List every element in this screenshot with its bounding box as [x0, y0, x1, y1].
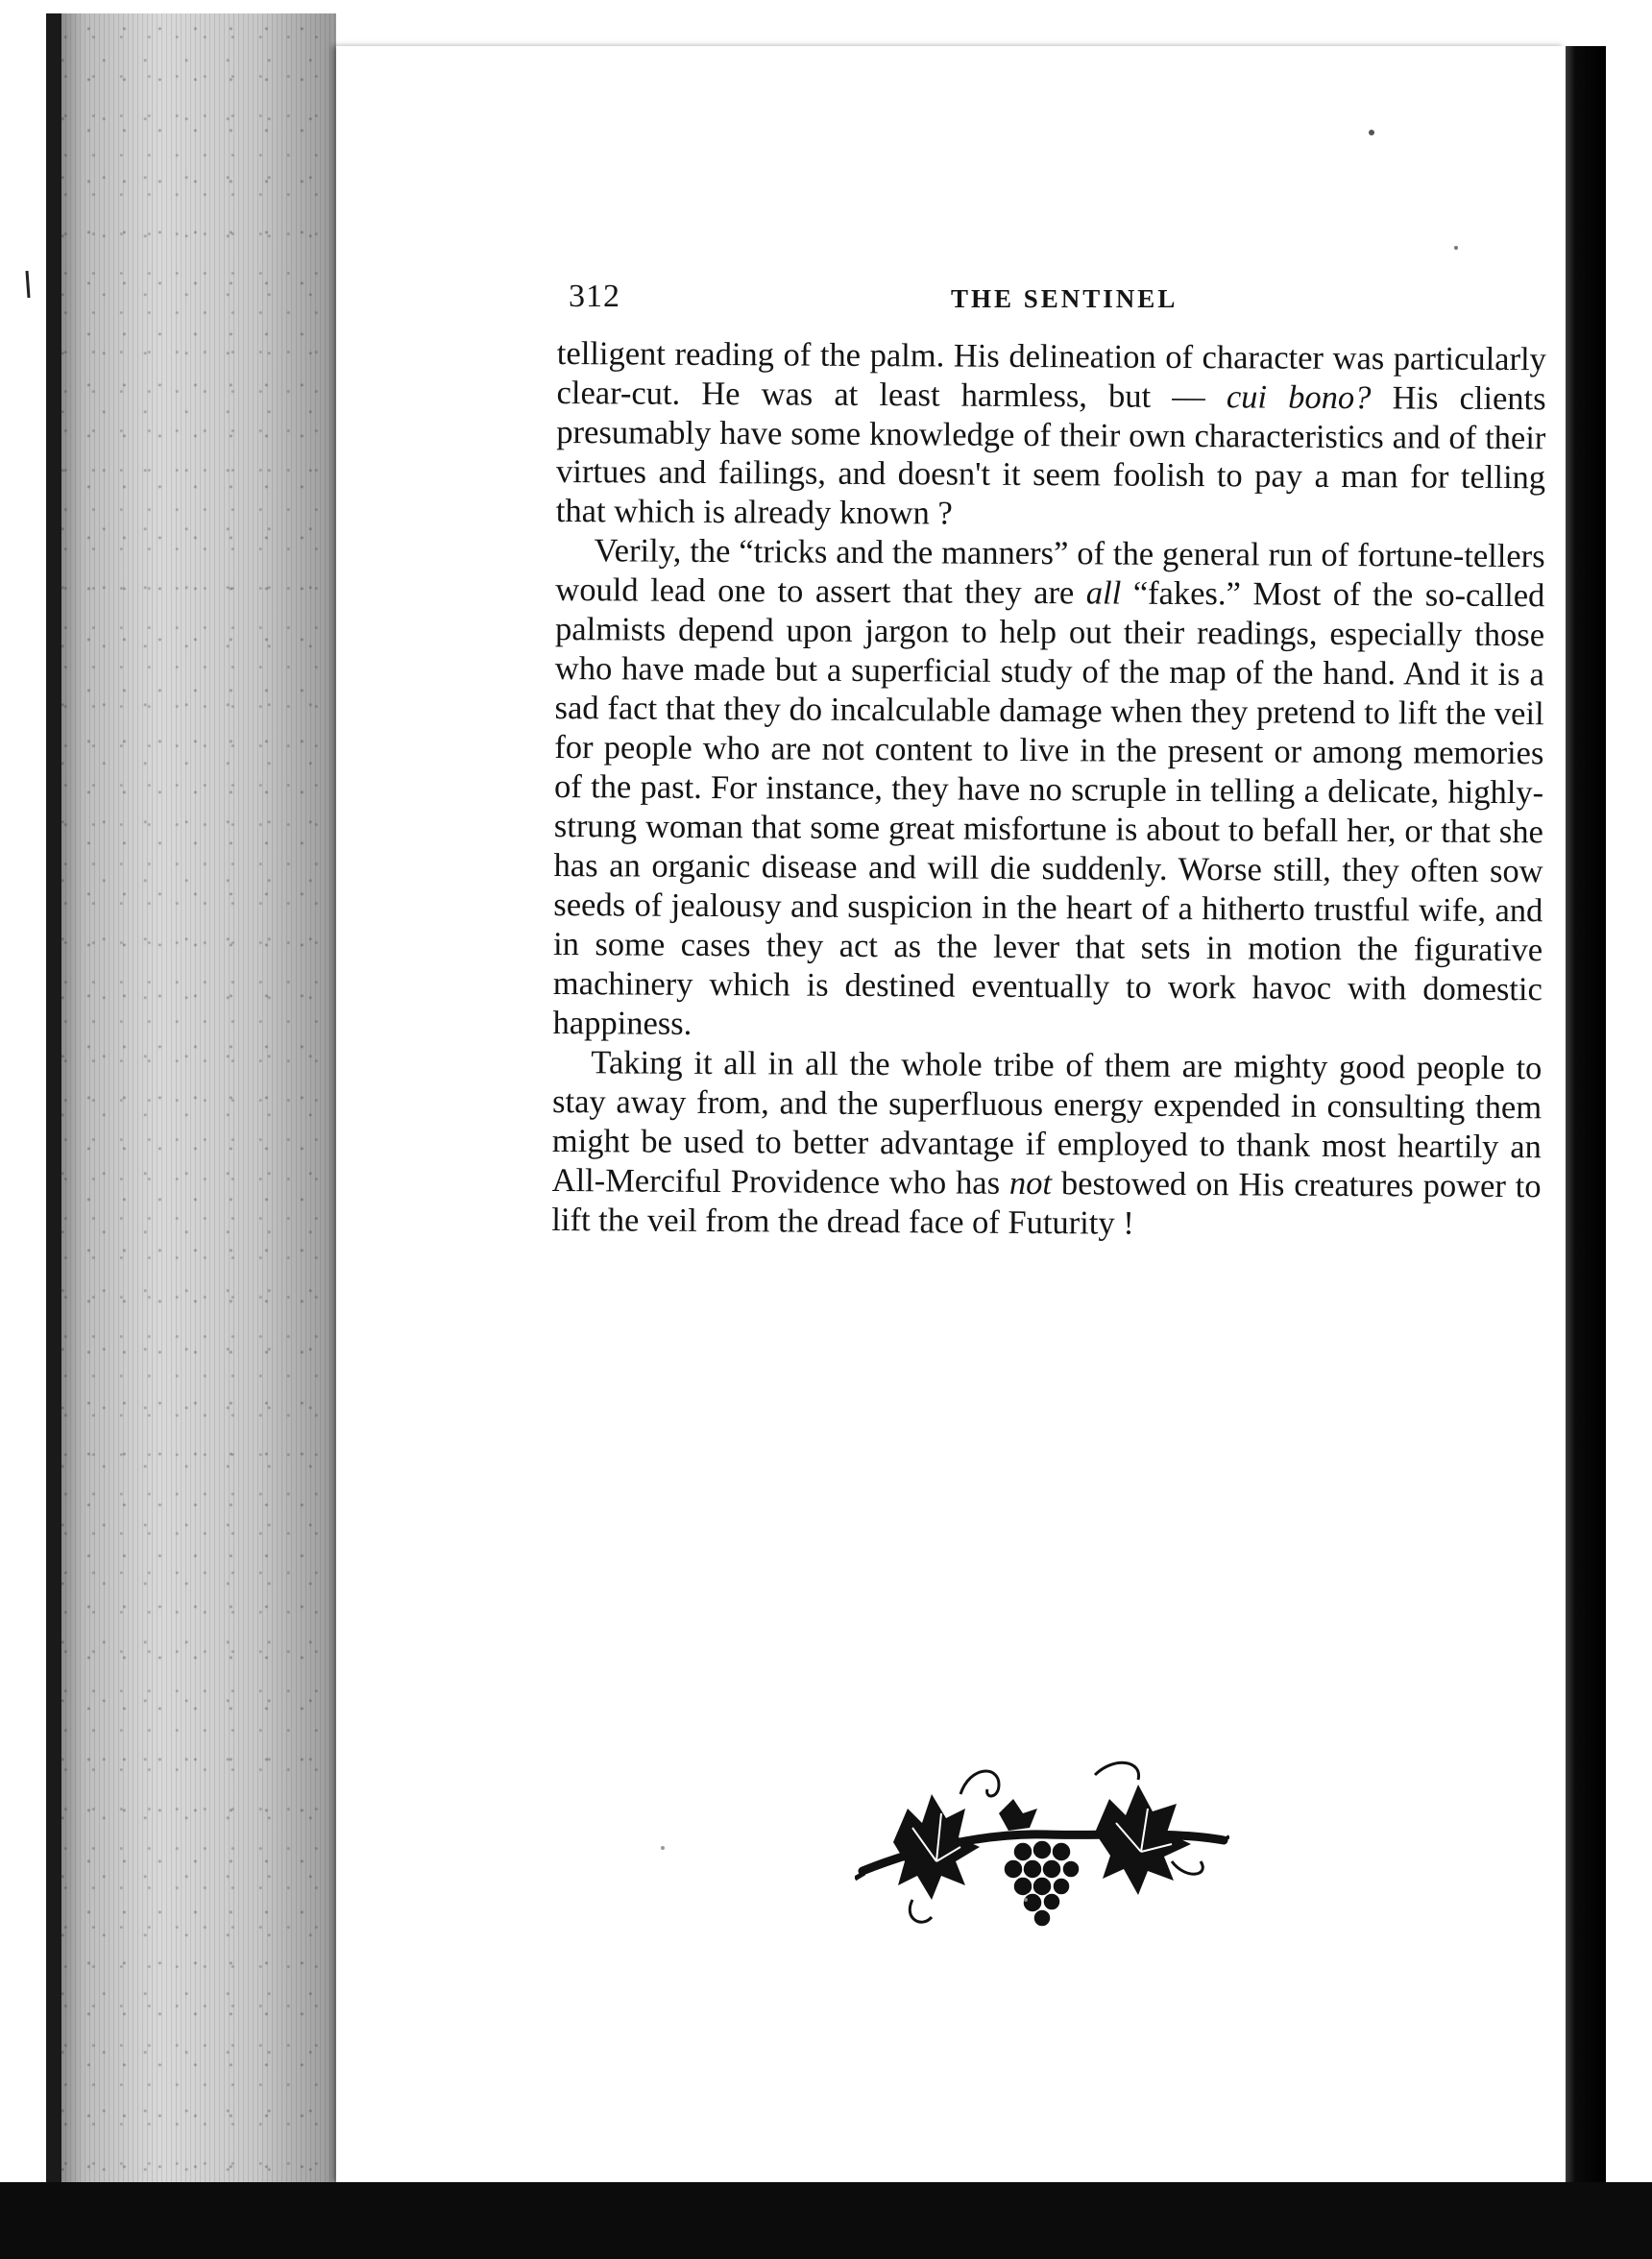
paragraph-2-text-b: “fakes.” Most of the so-called palmists depend upon jargon to help out their readings, especially those who have made but a superficial study of the map of the hand. And it is a sad fact that they do incalculable damage when they pretend to lift the veil for people who are not content to live in the present or among memories of the past. For instance, they have no scruple in telling a delicate, highly-strung woman that some great misfortune is about to befall her, or that she has an organic disease and will die suddenly. Worse still, they often sow seeds of jealousy and suspicion in the heart of a hitherto trustful wife, and in some cases they act as the lever that sets in motion the figurative machinery which is destined eventually to work havoc with domestic happiness.	[552, 574, 1545, 1042]
scan-right-margin	[1606, 0, 1652, 2259]
grapevine-vignette-icon	[855, 1756, 1229, 1934]
paragraph-3-text-a: Taking it all in all the whole tribe of them are mighty good people to stay away from, and the superfluous energy expended in consulting them might be used to better advantage if employed to thank most heartily an All-Merciful Providence who has	[551, 1044, 1543, 1202]
paragraph-2	[552, 531, 1544, 1049]
facing-page-shadow	[1566, 46, 1606, 2182]
scan-bottom-border	[0, 2182, 1652, 2259]
paragraph-1-italic: cui bono?	[1226, 378, 1372, 417]
paragraph-1-text-b: His clients presumably have some knowledge of their own characteristics and of their virtues and failings, and doesn't it seem foolish to pay a man for telling that which is already known ?	[555, 379, 1546, 532]
running-head	[569, 279, 1564, 328]
body-text	[551, 334, 1546, 1246]
paragraph-3-text-b: bestowed on His creatures power to lift the veil from the dread face of Futurity !	[551, 1165, 1542, 1242]
paragraph-2-italic: all	[1085, 574, 1122, 612]
paragraph-1	[556, 334, 1546, 537]
book-cover-edge	[46, 13, 61, 2192]
running-title: THE SENTINEL	[951, 284, 1178, 313]
paragraph-2-text-a: Verily, the “tricks and the manners” of the general run of fortune-tellers would lead one to assert that they are	[555, 532, 1545, 612]
paragraph-3-italic: not	[1008, 1164, 1053, 1202]
paragraph-1-text-a: telligent reading of the palm. His delineation of character was particularly clear-cut. He was at least harmless, but —	[556, 334, 1546, 416]
book-page-edges	[46, 13, 336, 2192]
paragraph-3	[551, 1043, 1542, 1246]
page-number: 312	[569, 279, 620, 314]
